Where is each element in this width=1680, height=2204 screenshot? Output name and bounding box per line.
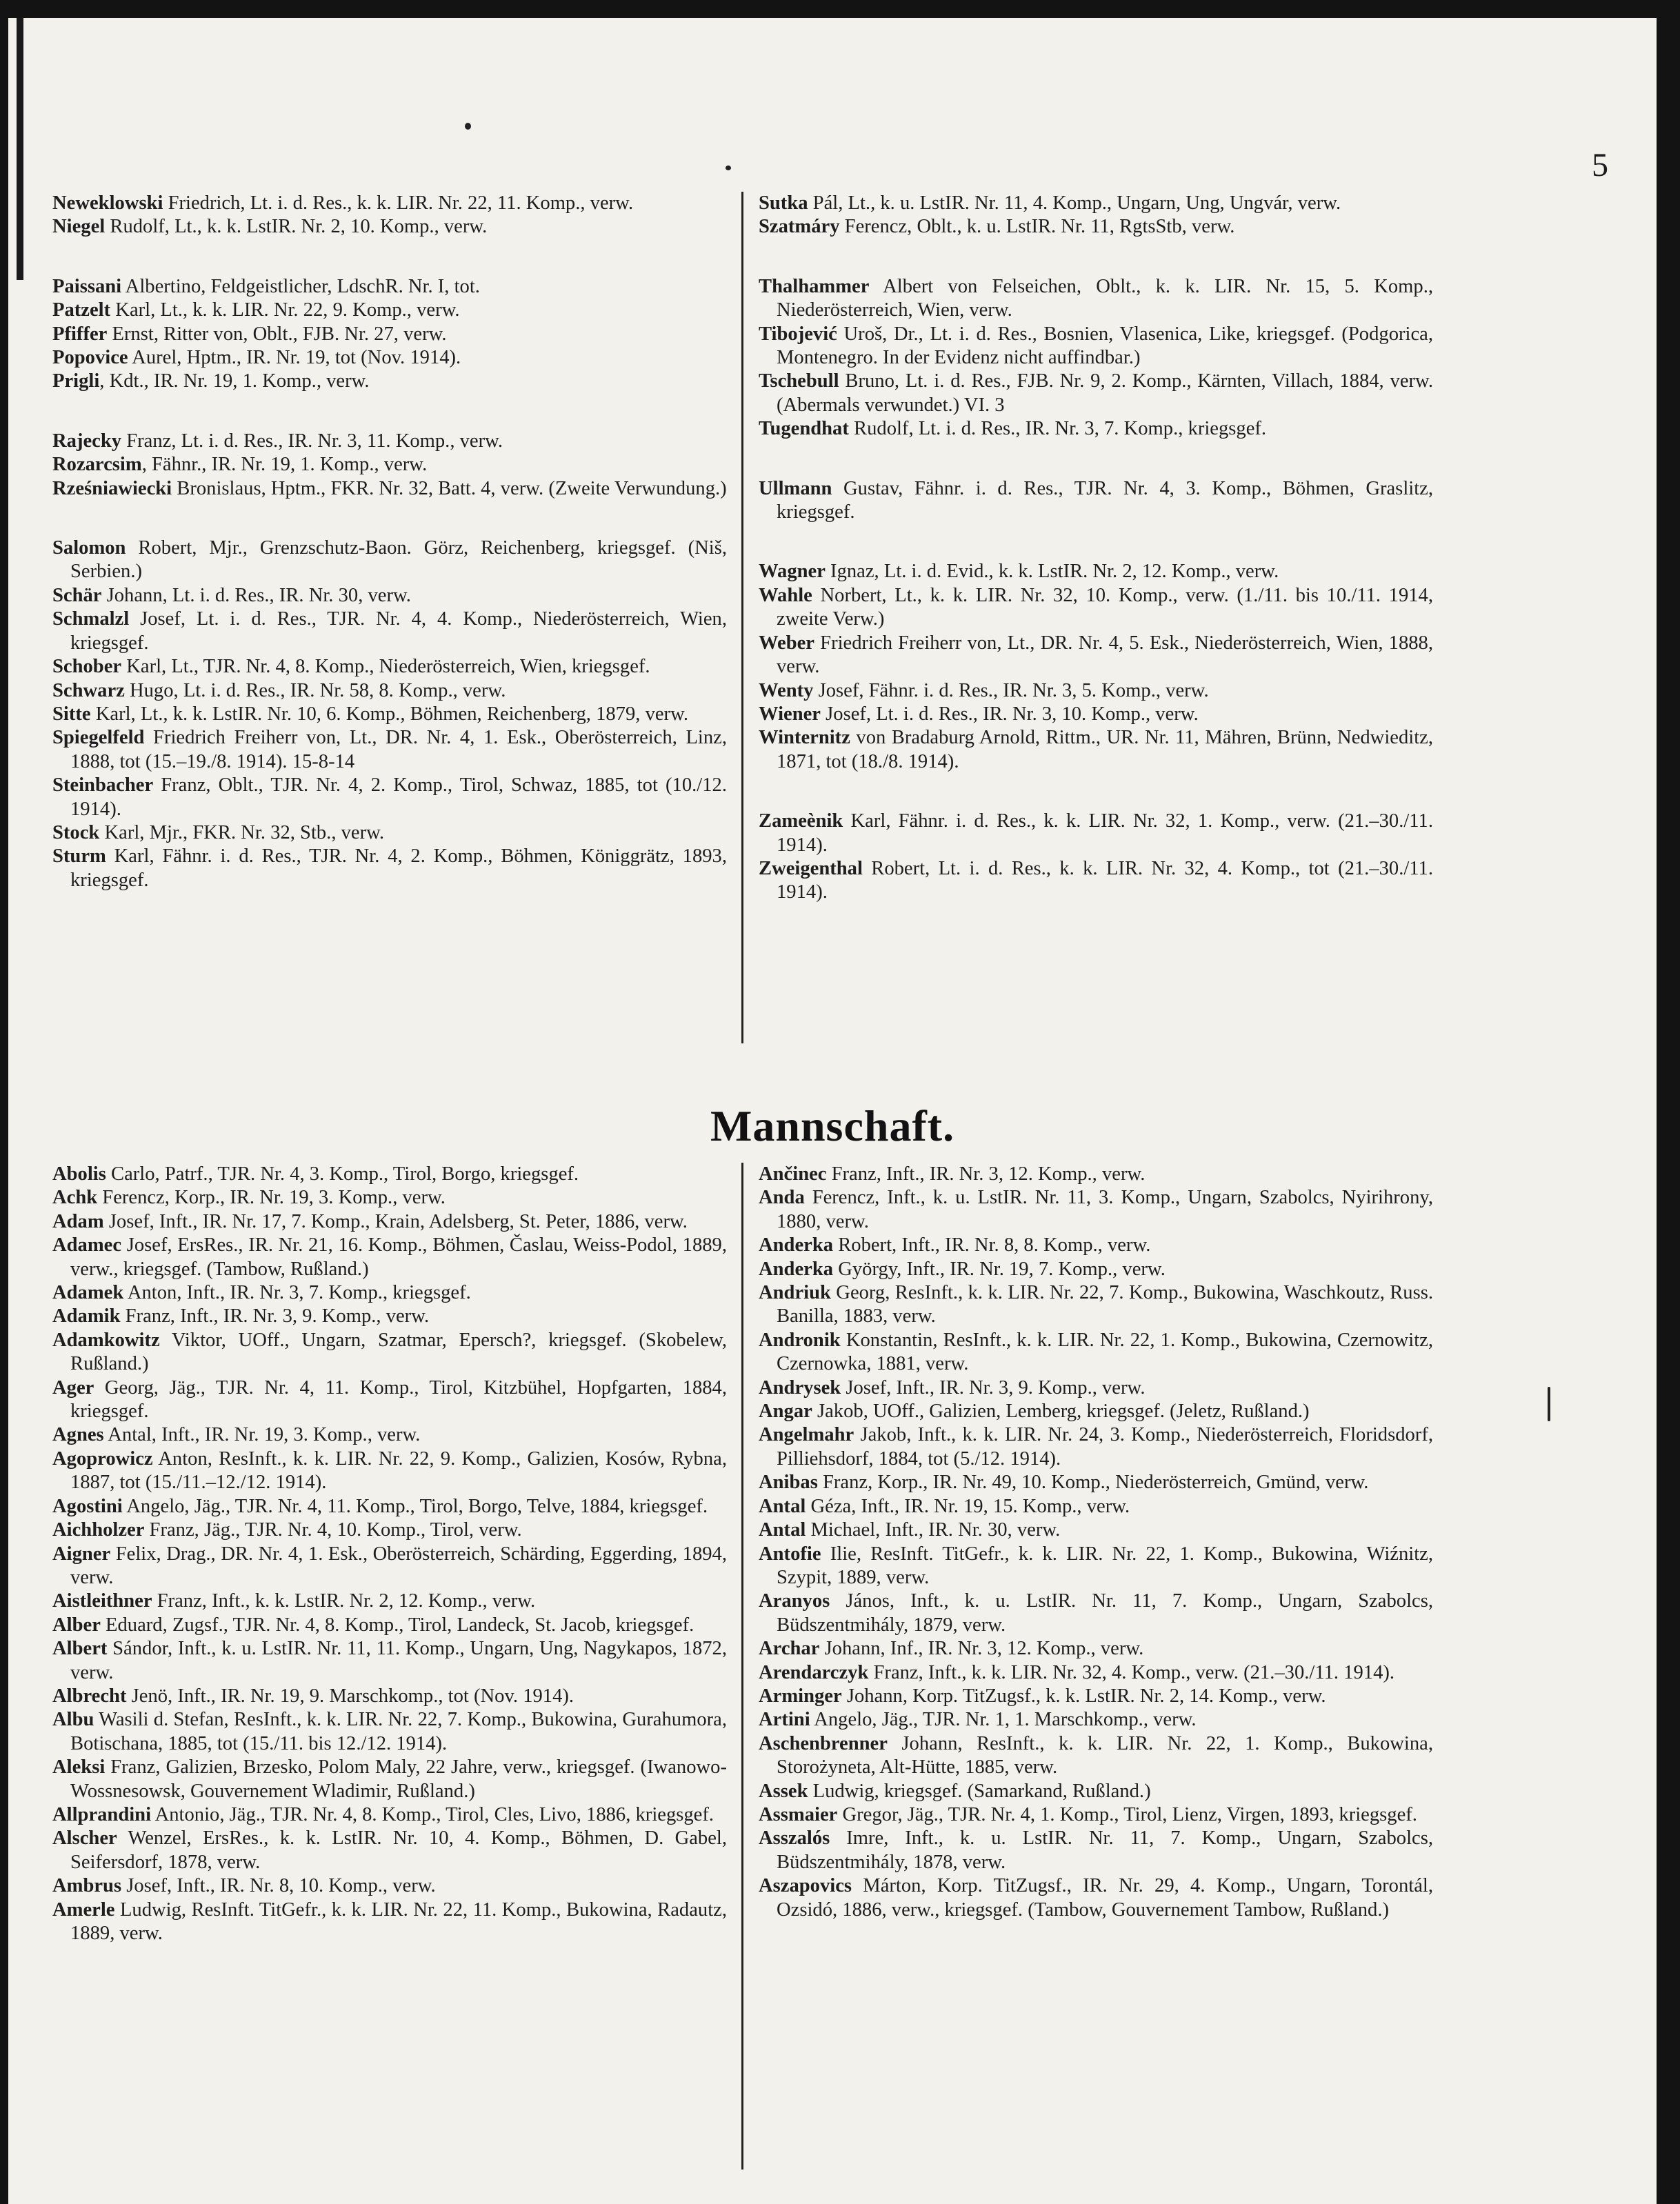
entry-details: Friedrich Freiherr von, Lt., DR. Nr. 4, 1. Esk., Oberösterreich, Linz, 1888, tot (15.–19./8. 1914). 15-8-14	[70, 727, 727, 772]
list-entry	[52, 679, 727, 703]
entry-surname: Wahle	[759, 584, 812, 606]
list-entry	[759, 1732, 1433, 1780]
list-entry	[759, 1163, 1433, 1186]
entry-surname: Albu	[52, 1709, 94, 1731]
list-entry	[52, 1803, 727, 1827]
entry-surname: Anderka	[759, 1234, 834, 1256]
list-entry	[759, 1329, 1433, 1376]
list-entry	[759, 323, 1433, 370]
ink-speck	[726, 166, 731, 170]
entry-surname: Agostini	[52, 1495, 123, 1517]
enlisted-column-left	[52, 1163, 727, 1945]
entry-details: Karl, Mjr., FKR. Nr. 32, Stb., verw.	[99, 821, 385, 843]
entry-details: Georg, Jäg., TJR. Nr. 4, 11. Komp., Tirol, Kitzbühel, Hopfgarten, 1884, kriegsgef.	[70, 1376, 727, 1423]
entry-details: Franz, Korp., IR. Nr. 49, 10. Komp., Niederösterreich, Gmünd, verw.	[817, 1472, 1369, 1494]
page-number: 5	[1592, 147, 1608, 183]
entry-surname: Asszalós	[759, 1827, 830, 1850]
entry-surname: Sutka	[759, 192, 808, 214]
list-entry	[52, 346, 727, 370]
entry-details: Carlo, Patrf., TJR. Nr. 4, 3. Komp., Tirol, Borgo, kriegsgef.	[106, 1163, 579, 1185]
entry-surname: Thalhammer	[759, 275, 870, 297]
enlisted-column-right	[759, 1163, 1433, 1922]
entry-surname: Albert	[52, 1638, 108, 1660]
entry-details: Friedrich, Lt. i. d. Res., k. k. LIR. Nr. 22, 11. Komp., verw.	[163, 192, 634, 214]
entry-surname: Rozarcsim	[52, 454, 142, 476]
entry-surname: Assmaier	[759, 1803, 838, 1825]
list-entry	[52, 1543, 727, 1590]
entry-details: Ernst, Ritter von, Oblt., FJB. Nr. 27, verw.	[107, 323, 447, 345]
entry-details: Ludwig, kriegsgef. (Samarkand, Rußland.)	[808, 1780, 1151, 1802]
entry-details: Jenö, Inft., IR. Nr. 19, 9. Marschkomp., tot (Nov. 1914).	[126, 1685, 574, 1707]
entry-gap	[759, 774, 1433, 810]
entry-details: Bronislaus, Hptm., FKR. Nr. 32, Batt. 4, verw. (Zweite Verwundung.)	[172, 477, 727, 499]
list-entry	[52, 584, 727, 608]
entry-details: Ignaz, Lt. i. d. Evid., k. k. LstIR. Nr. 2, 12. Komp., verw.	[825, 561, 1279, 583]
list-entry	[52, 299, 727, 322]
entry-details: Franz, Inft., k. k. LstIR. Nr. 2, 12. Komp., verw.	[152, 1590, 536, 1612]
list-entry	[52, 1447, 727, 1495]
list-entry	[759, 1685, 1433, 1708]
list-entry	[759, 1661, 1433, 1685]
entry-details: Pál, Lt., k. u. LstIR. Nr. 11, 4. Komp., Ungarn, Ung, Ungvár, verw.	[808, 192, 1341, 214]
officers-column-right	[759, 192, 1433, 905]
column-divider-bottom	[741, 1163, 743, 2170]
entry-details: Márton, Korp. TitZugsf., IR. Nr. 29, 4. Komp., Ungarn, Torontál, Ozsidó, 1886, verw., kriegsgef. (Tambow, Gouvernement Tambow, Rußland.)	[777, 1875, 1433, 1921]
list-entry	[759, 1495, 1433, 1519]
entry-surname: Rajecky	[52, 430, 122, 452]
entry-surname: Adamkowitz	[52, 1329, 160, 1351]
list-entry	[52, 608, 727, 655]
entry-details: Rudolf, Lt., k. k. LstIR. Nr. 2, 10. Komp., verw.	[105, 216, 488, 238]
entry-details: Franz, Inft., IR. Nr. 3, 12. Komp., verw.	[826, 1163, 1146, 1185]
entry-details: Josef, Inft., IR. Nr. 8, 10. Komp., verw.	[121, 1875, 436, 1897]
entry-details: Géza, Inft., IR. Nr. 19, 15. Komp., verw.	[806, 1495, 1130, 1517]
list-entry	[52, 1234, 727, 1281]
entry-details: Josef, Inft., IR. Nr. 17, 7. Komp., Krain, Adelsberg, St. Peter, 1886, verw.	[103, 1210, 688, 1232]
list-entry	[759, 1708, 1433, 1732]
entry-details: Jakob, Inft., k. k. LIR. Nr. 24, 3. Komp., Niederösterreich, Floridsdorf, Pilliehsdorf, 1884, tot (5./12. 1914).	[777, 1424, 1433, 1470]
list-entry	[759, 215, 1433, 239]
list-entry	[52, 655, 727, 679]
entry-details: Johann, Korp. TitZugsf., k. k. LstIR. Nr. 2, 14. Komp., verw.	[841, 1685, 1326, 1707]
entry-details: Karl, Lt., k. k. LstIR. Nr. 10, 6. Komp., Böhmen, Reichenberg, 1879, verw.	[90, 703, 689, 725]
list-entry	[759, 275, 1433, 323]
list-entry	[52, 1756, 727, 1803]
entry-details: Ferencz, Korp., IR. Nr. 19, 3. Komp., verw.	[97, 1187, 446, 1209]
entry-surname: Andronik	[759, 1329, 841, 1351]
entry-surname: Albrecht	[52, 1685, 127, 1707]
entry-surname: Abolis	[52, 1163, 106, 1185]
list-entry	[759, 726, 1433, 774]
entry-details: Karl, Fähnr. i. d. Res., k. k. LIR. Nr. 32, 1. Komp., verw. (21.–30./11. 1914).	[777, 810, 1433, 856]
entry-surname: Popovice	[52, 347, 128, 369]
list-entry	[759, 810, 1433, 857]
entry-surname: Winternitz	[759, 727, 850, 749]
list-entry	[759, 1590, 1433, 1637]
entry-gap	[759, 524, 1433, 560]
entry-details: Franz, Inft., IR. Nr. 3, 9. Komp., verw.	[120, 1305, 430, 1328]
entry-surname: Zameènik	[759, 810, 843, 832]
entry-details: Karl, Fähnr. i. d. Res., TJR. Nr. 4, 2. Komp., Böhmen, Königgrätz, 1893, kriegsgef.	[70, 845, 727, 891]
entry-details: , Fähnr., IR. Nr. 19, 1. Komp., verw.	[141, 454, 428, 476]
entry-surname: Schär	[52, 584, 102, 606]
list-entry	[52, 215, 727, 239]
entry-surname: Arendarczyk	[759, 1661, 869, 1683]
list-entry	[52, 1637, 727, 1685]
entry-details: Gustav, Fähnr. i. d. Res., TJR. Nr. 4, 3. Komp., Böhmen, Graslitz, kriegsgef.	[777, 477, 1433, 523]
entry-surname: Ager	[52, 1376, 94, 1399]
list-entry	[759, 417, 1433, 441]
entry-details: Imre, Inft., k. u. LstIR. Nr. 11, 7. Komp., Ungarn, Szabolcs, Büdszentmihály, 1878, verw.	[777, 1827, 1433, 1873]
list-entry	[52, 1423, 727, 1447]
list-entry	[52, 1899, 727, 1946]
list-entry	[52, 1495, 727, 1519]
entry-surname: Anibas	[759, 1472, 818, 1494]
page-edge-marker	[17, 18, 23, 280]
entry-surname: Spiegelfeld	[52, 727, 145, 749]
entry-details: Norbert, Lt., k. k. LIR. Nr. 32, 10. Komp., verw. (1./11. bis 10./11. 1914, zweite Verw.)	[777, 584, 1433, 630]
entry-details: Ludwig, ResInft. TitGefr., k. k. LIR. Nr. 22, 11. Komp., Bukowina, Radautz, 1889, verw.	[70, 1899, 727, 1944]
entry-surname: Agnes	[52, 1424, 104, 1446]
entry-surname: Aigner	[52, 1543, 111, 1565]
entry-surname: Aschenbrenner	[759, 1732, 888, 1754]
entry-details: Jakob, UOff., Galizien, Lemberg, kriegsgef. (Jeletz, Rußland.)	[812, 1401, 1310, 1423]
entry-details: Franz, Inft., k. k. LIR. Nr. 32, 4. Komp., verw. (21.–30./11. 1914).	[868, 1661, 1395, 1683]
entry-surname: Schwarz	[52, 679, 125, 701]
entry-gap	[52, 239, 727, 275]
entry-gap	[52, 394, 727, 430]
ink-speck	[1548, 1387, 1550, 1421]
entry-details: Franz, Jäg., TJR. Nr. 4, 10. Komp., Tirol, verw.	[144, 1519, 522, 1541]
entry-details: Josef, Lt. i. d. Res., IR. Nr. 3, 10. Komp., verw.	[821, 703, 1199, 725]
entry-surname: Amerle	[52, 1899, 115, 1921]
entry-surname: Paissani	[52, 275, 122, 297]
entry-surname: Adam	[52, 1210, 104, 1232]
entry-surname: Adamik	[52, 1305, 121, 1328]
entry-details: Franz, Galizien, Brzesko, Polom Maly, 22 Jahre, verw., kriegsgef. (Iwanowo-Wossnesowsk, Gouvernement Wladimir, Rußland.)	[70, 1756, 727, 1802]
column-divider-top	[741, 192, 743, 1043]
entry-details: Josef, Fähnr. i. d. Res., IR. Nr. 3, 5. Komp., verw.	[813, 679, 1209, 701]
entry-details: Johann, Lt. i. d. Res., IR. Nr. 30, verw.	[101, 584, 411, 606]
list-entry	[759, 1423, 1433, 1471]
entry-surname: Anda	[759, 1187, 805, 1209]
list-entry	[52, 1376, 727, 1424]
entry-surname: Assek	[759, 1780, 808, 1802]
entry-details: Karl, Lt., TJR. Nr. 4, 8. Komp., Niederösterreich, Wien, kriegsgef.	[121, 656, 650, 678]
entry-surname: Angar	[759, 1401, 812, 1423]
entry-surname: Aleksi	[52, 1756, 106, 1779]
entry-details: Ferencz, Inft., k. u. LstIR. Nr. 11, 3. Komp., Ungarn, Szabolcs, Nyirihrony, 1880, verw.	[777, 1187, 1433, 1232]
entry-details: Anton, ResInft., k. k. LIR. Nr. 22, 9. Komp., Galizien, Kosów, Rybna, 1887, tot (15./11.–12./12. 1914).	[70, 1447, 727, 1494]
entry-surname: Andriuk	[759, 1282, 831, 1304]
list-entry	[52, 1186, 727, 1210]
list-entry	[759, 192, 1433, 215]
entry-surname: Steinbacher	[52, 774, 154, 797]
list-entry	[759, 632, 1433, 679]
entry-details: Ferencz, Oblt., k. u. LstIR. Nr. 11, RgtsStb, verw.	[839, 216, 1235, 238]
entry-gap	[52, 501, 727, 537]
list-entry	[759, 1827, 1433, 1874]
entry-surname: Alscher	[52, 1827, 117, 1850]
list-entry	[52, 1210, 727, 1234]
list-entry	[759, 1258, 1433, 1281]
entry-surname: Alber	[52, 1614, 101, 1636]
entry-surname: Ambrus	[52, 1875, 122, 1897]
entry-details: Josef, ErsRes., IR. Nr. 21, 16. Komp., Böhmen, Časlau, Weiss-Podol, 1889, verw., kriegsgef. (Tambow, Rußland.)	[70, 1234, 727, 1280]
entry-surname: Andrysek	[759, 1376, 841, 1399]
list-entry	[759, 584, 1433, 632]
entry-details: János, Inft., k. u. LstIR. Nr. 11, 7. Komp., Ungarn, Szabolcs, Büdszentmihály, 1879, verw.	[777, 1590, 1433, 1636]
entry-surname: Angelmahr	[759, 1424, 854, 1446]
list-entry	[759, 703, 1433, 726]
entry-surname: Antofie	[759, 1543, 821, 1565]
entry-surname: Achk	[52, 1187, 98, 1209]
entry-details: Robert, Mjr., Grenzschutz-Baon. Görz, Reichenberg, kriegsgef. (Niš, Serbien.)	[70, 537, 727, 583]
list-entry	[759, 1637, 1433, 1661]
list-entry	[52, 821, 727, 845]
entry-details: Anton, Inft., IR. Nr. 3, 7. Komp., kriegsgef.	[123, 1282, 471, 1304]
entry-details: Hugo, Lt. i. d. Res., IR. Nr. 58, 8. Komp., verw.	[124, 679, 506, 701]
entry-surname: Rześniawiecki	[52, 477, 172, 499]
entry-details: Albertino, Feldgeistlicher, LdschR. Nr. I, tot.	[121, 275, 480, 297]
entry-surname: Anderka	[759, 1258, 834, 1280]
entry-surname: Schmalzl	[52, 608, 130, 630]
entry-surname: Tschebull	[759, 370, 839, 392]
entry-surname: Niegel	[52, 216, 106, 238]
list-entry	[52, 275, 727, 299]
entry-details: Wasili d. Stefan, ResInft., k. k. LIR. Nr. 22, 7. Komp., Bukowina, Gurahumora, Botischana, 1885, tot (15./11. bis 12./12. 1914).	[70, 1709, 727, 1754]
entry-details: Georg, ResInft., k. k. LIR. Nr. 22, 7. Komp., Bukowina, Waschkoutz, Russ. Banilla, 1883, verw.	[777, 1282, 1433, 1328]
list-entry	[52, 1519, 727, 1542]
entry-details: Viktor, UOff., Ungarn, Szatmar, Epersch?, kriegsgef. (Skobelew, Rußland.)	[70, 1329, 727, 1375]
entry-gap	[759, 441, 1433, 477]
list-entry	[52, 537, 727, 584]
list-entry	[759, 1780, 1433, 1803]
entry-details: Robert, Inft., IR. Nr. 8, 8. Komp., verw.	[833, 1234, 1151, 1256]
entry-surname: Adamec	[52, 1234, 122, 1256]
list-entry	[759, 1471, 1433, 1494]
entry-surname: Antal	[759, 1495, 806, 1517]
entry-details: György, Inft., IR. Nr. 19, 7. Komp., verw.	[833, 1258, 1166, 1280]
entry-details: Johann, Inf., IR. Nr. 3, 12. Komp., verw.	[819, 1638, 1144, 1660]
entry-details: Josef, Inft., IR. Nr. 3, 9. Komp., verw.	[841, 1376, 1146, 1399]
entry-surname: Ullmann	[759, 477, 832, 499]
entry-details: Angelo, Jäg., TJR. Nr. 1, 1. Marschkomp., verw.	[810, 1709, 1197, 1731]
entry-details: von Bradaburg Arnold, Rittm., UR. Nr. 11, Mähren, Brünn, Nedwieditz, 1871, tot (18./8. 1914).	[777, 727, 1433, 772]
list-entry	[52, 453, 727, 477]
list-entry	[52, 1329, 727, 1376]
officers-column-left	[52, 192, 727, 892]
list-entry	[52, 774, 727, 821]
entry-details: Gregor, Jäg., TJR. Nr. 4, 1. Komp., Tirol, Lienz, Virgen, 1893, kriegsgef.	[837, 1803, 1417, 1825]
list-entry	[759, 857, 1433, 905]
list-entry	[759, 1803, 1433, 1827]
list-entry	[52, 1874, 727, 1898]
list-entry	[52, 703, 727, 726]
entry-surname: Aszapovics	[759, 1875, 852, 1897]
entry-surname: Patzelt	[52, 299, 111, 321]
entry-surname: Allprandini	[52, 1803, 152, 1825]
entry-surname: Wiener	[759, 703, 821, 725]
entry-surname: Wagner	[759, 561, 826, 583]
entry-details: Uroš, Dr., Lt. i. d. Res., Bosnien, Vlasenica, Like, kriegsgef. (Podgorica, Montenegro. In der Evidenz nicht auffindbar.)	[777, 323, 1433, 369]
list-entry	[52, 477, 727, 501]
entry-surname: Ančinec	[759, 1163, 827, 1185]
list-entry	[759, 1543, 1433, 1590]
list-entry	[759, 560, 1433, 583]
entry-surname: Sturm	[52, 845, 106, 868]
entry-surname: Archar	[759, 1638, 820, 1660]
entry-details: Josef, Lt. i. d. Res., TJR. Nr. 4, 4. Komp., Niederösterreich, Wien, kriegsgef.	[70, 608, 727, 654]
entry-surname: Szatmáry	[759, 216, 840, 238]
entry-gap	[759, 239, 1433, 275]
entry-surname: Aranyos	[759, 1590, 830, 1612]
entry-details: Antonio, Jäg., TJR. Nr. 4, 8. Komp., Tirol, Cles, Livo, 1886, kriegsgef.	[151, 1803, 714, 1825]
list-entry	[52, 726, 727, 774]
entry-surname: Weber	[759, 632, 814, 654]
entry-surname: Antal	[759, 1519, 806, 1541]
list-entry	[759, 477, 1433, 525]
list-entry	[52, 1305, 727, 1328]
entry-surname: Tugendhat	[759, 418, 849, 440]
entry-surname: Artini	[759, 1709, 810, 1731]
list-entry	[52, 192, 727, 215]
entry-surname: Aichholzer	[52, 1519, 145, 1541]
entry-details: Johann, ResInft., k. k. LIR. Nr. 22, 1. Komp., Bukowina, Storożyneta, Alt-Hütte, 1885, verw.	[777, 1732, 1433, 1779]
list-entry	[52, 370, 727, 393]
entry-details: Franz, Lt. i. d. Res., IR. Nr. 3, 11. Komp., verw.	[121, 430, 503, 452]
entry-details: Ilie, ResInft. TitGefr., k. k. LIR. Nr. 22, 1. Komp., Bukowina, Wiźnitz, Szypit, 1889, verw.	[777, 1543, 1433, 1588]
entry-details: Konstantin, ResInft., k. k. LIR. Nr. 22, 1. Komp., Bukowina, Czernowitz, Czernowka, 1881, verw.	[777, 1329, 1433, 1375]
entry-surname: Neweklowski	[52, 192, 163, 214]
list-entry	[52, 845, 727, 892]
entry-surname: Aistleithner	[52, 1590, 152, 1612]
list-entry	[759, 1519, 1433, 1542]
entry-details: Friedrich Freiherr von, Lt., DR. Nr. 4, 5. Esk., Niederösterreich, Wien, 1888, verw.	[777, 632, 1433, 678]
list-entry	[759, 1281, 1433, 1329]
list-entry	[759, 1400, 1433, 1423]
entry-details: Eduard, Zugsf., TJR. Nr. 4, 8. Komp., Tirol, Landeck, St. Jacob, kriegsgef.	[100, 1614, 694, 1636]
entry-surname: Stock	[52, 821, 100, 843]
entry-details: Michael, Inft., IR. Nr. 30, verw.	[806, 1519, 1061, 1541]
entry-surname: Schober	[52, 656, 122, 678]
entry-surname: Prigli	[52, 370, 100, 392]
entry-details: Franz, Oblt., TJR. Nr. 4, 2. Komp., Tirol, Schwaz, 1885, tot (10./12. 1914).	[70, 774, 727, 820]
list-entry	[759, 1234, 1433, 1257]
list-entry	[52, 1590, 727, 1613]
list-entry	[759, 1376, 1433, 1400]
entry-surname: Salomon	[52, 537, 126, 559]
list-entry	[52, 1614, 727, 1637]
ink-speck	[465, 123, 471, 130]
entry-surname: Wenty	[759, 679, 814, 701]
entry-surname: Adamek	[52, 1282, 124, 1304]
entry-details: Sándor, Inft., k. u. LstIR. Nr. 11, 11. Komp., Ungarn, Ung, Nagykapos, 1872, verw.	[70, 1638, 727, 1683]
document-page	[8, 18, 1657, 2204]
entry-surname: Agoprowicz	[52, 1447, 153, 1470]
list-entry	[52, 1163, 727, 1186]
entry-details: Robert, Lt. i. d. Res., k. k. LIR. Nr. 32, 4. Komp., tot (21.–30./11. 1914).	[777, 857, 1433, 903]
list-entry	[759, 1874, 1433, 1922]
list-entry	[52, 1827, 727, 1874]
entry-details: Rudolf, Lt. i. d. Res., IR. Nr. 3, 7. Komp., kriegsgef.	[848, 418, 1267, 440]
list-entry	[759, 679, 1433, 703]
entry-details: Angelo, Jäg., TJR. Nr. 4, 11. Komp., Tirol, Borgo, Telve, 1884, kriegsgef.	[122, 1495, 708, 1517]
entry-details: Antal, Inft., IR. Nr. 19, 3. Komp., verw.	[103, 1424, 421, 1446]
list-entry	[52, 323, 727, 346]
entry-details: Bruno, Lt. i. d. Res., FJB. Nr. 9, 2. Komp., Kärnten, Villach, 1884, verw. (Abermals verwundet.) VI. 3	[777, 370, 1433, 416]
list-entry	[52, 1708, 727, 1756]
entry-details: Albert von Felseichen, Oblt., k. k. LIR. Nr. 15, 5. Komp., Niederösterreich, Wien, verw.	[777, 275, 1433, 321]
entry-surname: Zweigenthal	[759, 857, 863, 879]
list-entry	[759, 370, 1433, 417]
entry-details: Aurel, Hptm., IR. Nr. 19, tot (Nov. 1914).	[128, 347, 461, 369]
entry-details: Wenzel, ErsRes., k. k. LstIR. Nr. 10, 4. Komp., Böhmen, D. Gabel, Seifersdorf, 1878, verw.	[70, 1827, 727, 1873]
entry-details: Felix, Drag., DR. Nr. 4, 1. Esk., Oberösterreich, Schärding, Eggerding, 1894, verw.	[70, 1543, 727, 1588]
list-entry	[52, 1281, 727, 1305]
entry-details: Karl, Lt., k. k. LIR. Nr. 22, 9. Komp., verw.	[110, 299, 460, 321]
list-entry	[52, 430, 727, 453]
list-entry	[759, 1186, 1433, 1234]
entry-surname: Tibojević	[759, 323, 837, 345]
list-entry	[52, 1685, 727, 1708]
entry-surname: Sitte	[52, 703, 91, 725]
entry-surname: Pfiffer	[52, 323, 108, 345]
entry-surname: Arminger	[759, 1685, 842, 1707]
section-heading: Mannschaft.	[710, 1101, 955, 1150]
entry-details: , Kdt., IR. Nr. 19, 1. Komp., verw.	[99, 370, 370, 392]
